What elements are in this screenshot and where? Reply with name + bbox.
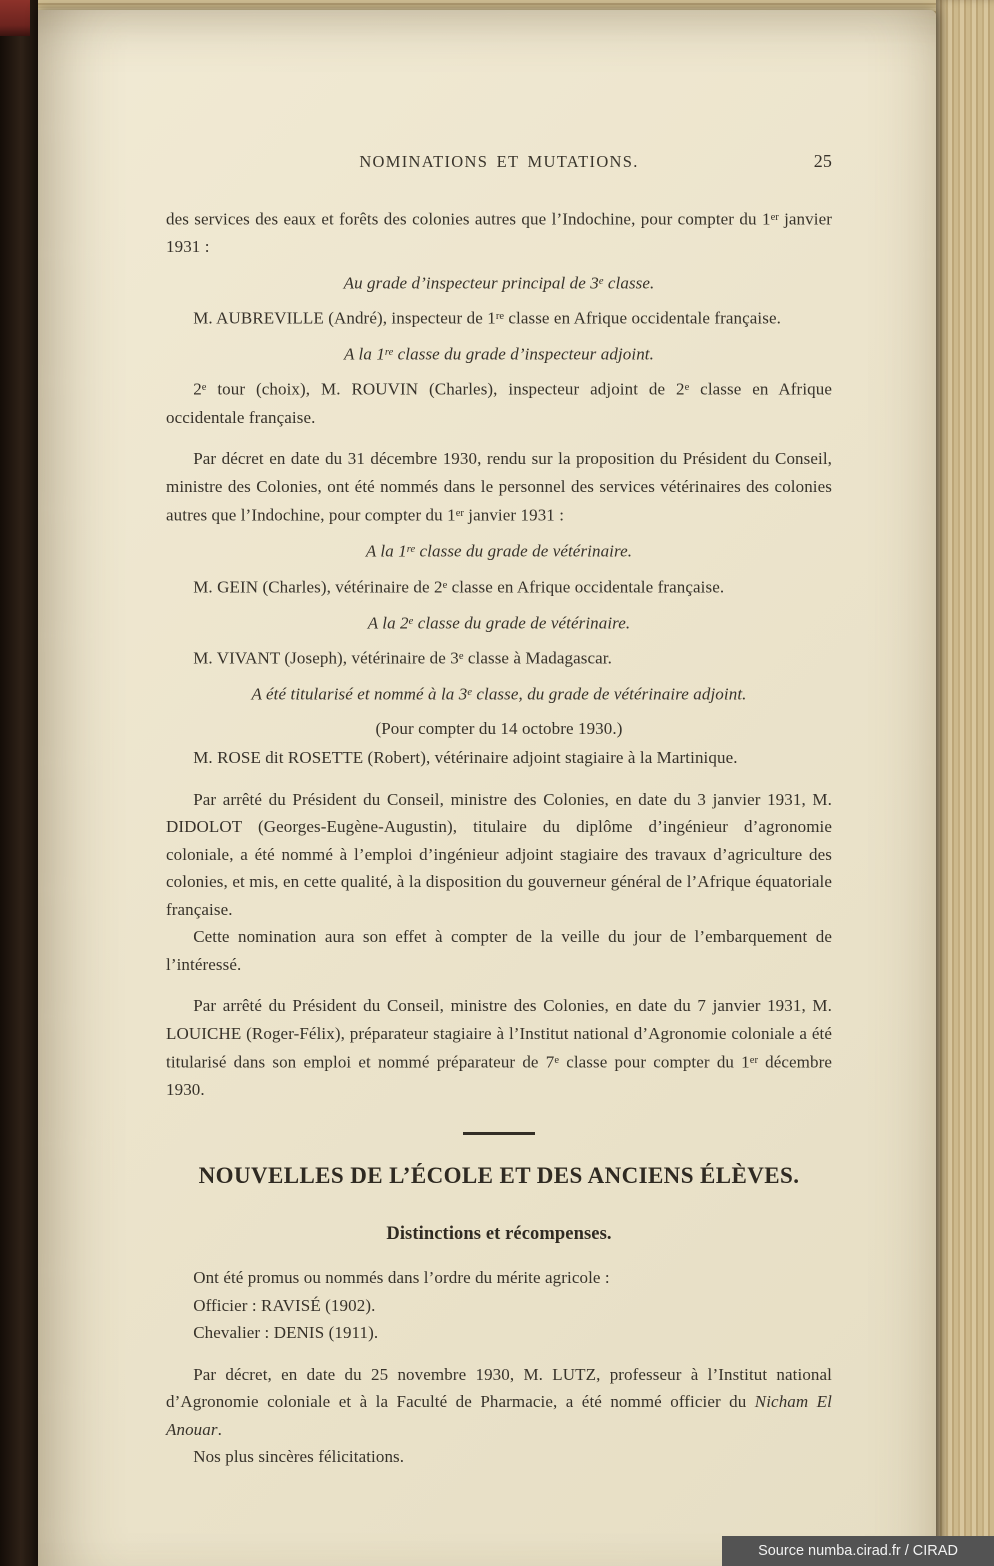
paragraph: Par décret, en date du 25 novembre 1930, M. LUTZ, professeur à l’Institut national d’Agronomie coloniale et à la Faculté de Pharmacie, a été nommé officier du Nicham El Anouar. <box>166 1364 832 1439</box>
document-page <box>38 10 936 1566</box>
paragraph: Nos plus sincères félicitations. <box>193 1447 405 1467</box>
paragraph: A la 2e classe du grade de vétérinaire. <box>367 613 631 633</box>
spacer <box>166 772 832 786</box>
paragraph: Par décret en date du 31 décembre 1930, rendu sur la proposition du Président du Conseil, ministre des Colonies, ont été nommés dans le personnel des services vétérinaires des colonies autres que l’Indochine, pour compter du 1er janvier 1931 : <box>166 449 832 525</box>
separator-rule <box>463 1132 535 1135</box>
subsection-heading: Distinctions et récompenses. <box>386 1223 612 1244</box>
spacer <box>166 1347 832 1361</box>
paragraph: Chevalier : DENIS (1911). <box>193 1323 379 1343</box>
paragraph: A été titularisé et nommé à la 3e classe, du grade de vétérinaire adjoint. <box>251 685 747 705</box>
paragraph: Cette nomination aura son effet à compter de la veille du jour de l’embarquement de l’intéressé. <box>166 927 832 974</box>
paragraph: Officier : RAVISÉ (1902). <box>193 1295 376 1315</box>
book-spine <box>0 0 38 1566</box>
page-header <box>166 148 832 172</box>
paragraph: M. VIVANT (Joseph), vétérinaire de 3e classe à Madagascar. <box>193 648 612 668</box>
paragraph: Au grade d’inspecteur principal de 3e classe. <box>343 273 655 293</box>
paragraph: Par arrêté du Président du Conseil, ministre des Colonies, en date du 3 janvier 1931, M. DIDOLOT (Georges-Eugène-Augustin), titulaire du diplôme d’ingénieur d’agronomie coloniale, a été nommé à l’emploi d’ingénieur adjoint stagiaire des travaux d’agriculture des colonies, et mis, en cette qualité, à la disposition du gouverneur général de l’Afrique équatoriale française. <box>166 789 832 919</box>
paragraph: Par arrêté du Président du Conseil, ministre des Colonies, en date du 7 janvier 1931, M. LOUICHE (Roger-Félix), préparateur stagiaire à l’Institut national d’Agronomie coloniale a été titularisé dans son emploi et nommé préparateur de 7e classe pour compter du 1er décembre 1930. <box>166 996 832 1100</box>
paragraph: A la 1re classe du grade d’inspecteur adjoint. <box>344 344 654 364</box>
paragraph: A la 1re classe du grade de vétérinaire. <box>365 542 633 562</box>
running-title: NOMINATIONS ET MUTATIONS. <box>359 152 639 171</box>
paragraph: des services des eaux et forêts des colonies autres que l’Indochine, pour compter du 1er janvier 1931 : <box>166 209 832 257</box>
section-heading: NOUVELLES DE L’ÉCOLE ET DES ANCIENS ÉLÈVES. <box>198 1162 800 1188</box>
page-edges-right <box>936 0 994 1566</box>
page-number: 25 <box>813 151 832 171</box>
spacer <box>166 978 832 992</box>
watermark-text: Source numba.cirad.fr / CIRAD <box>758 1543 958 1559</box>
paragraph: M. ROSE dit ROSETTE (Robert), vétérinaire adjoint stagiaire à la Martinique. <box>193 748 738 768</box>
paragraph: M. AUBREVILLE (André), inspecteur de 1re classe en Afrique occidentale française. <box>193 308 781 328</box>
paragraph: M. GEIN (Charles), vétérinaire de 2e classe en Afrique occidentale française. <box>193 577 725 597</box>
page-content <box>166 204 832 1471</box>
paragraph: 2e tour (choix), M. ROUVIN (Charles), inspecteur adjoint de 2e classe en Afrique occidentale française. <box>166 380 832 427</box>
watermark-bar <box>722 1536 994 1566</box>
spine-red-accent <box>0 0 30 36</box>
page-body <box>38 10 936 1471</box>
spacer <box>166 431 832 445</box>
paragraph: Ont été promus ou nommés dans l’ordre du mérite agricole : <box>193 1268 610 1288</box>
paragraph: (Pour compter du 14 octobre 1930.) <box>375 718 623 738</box>
